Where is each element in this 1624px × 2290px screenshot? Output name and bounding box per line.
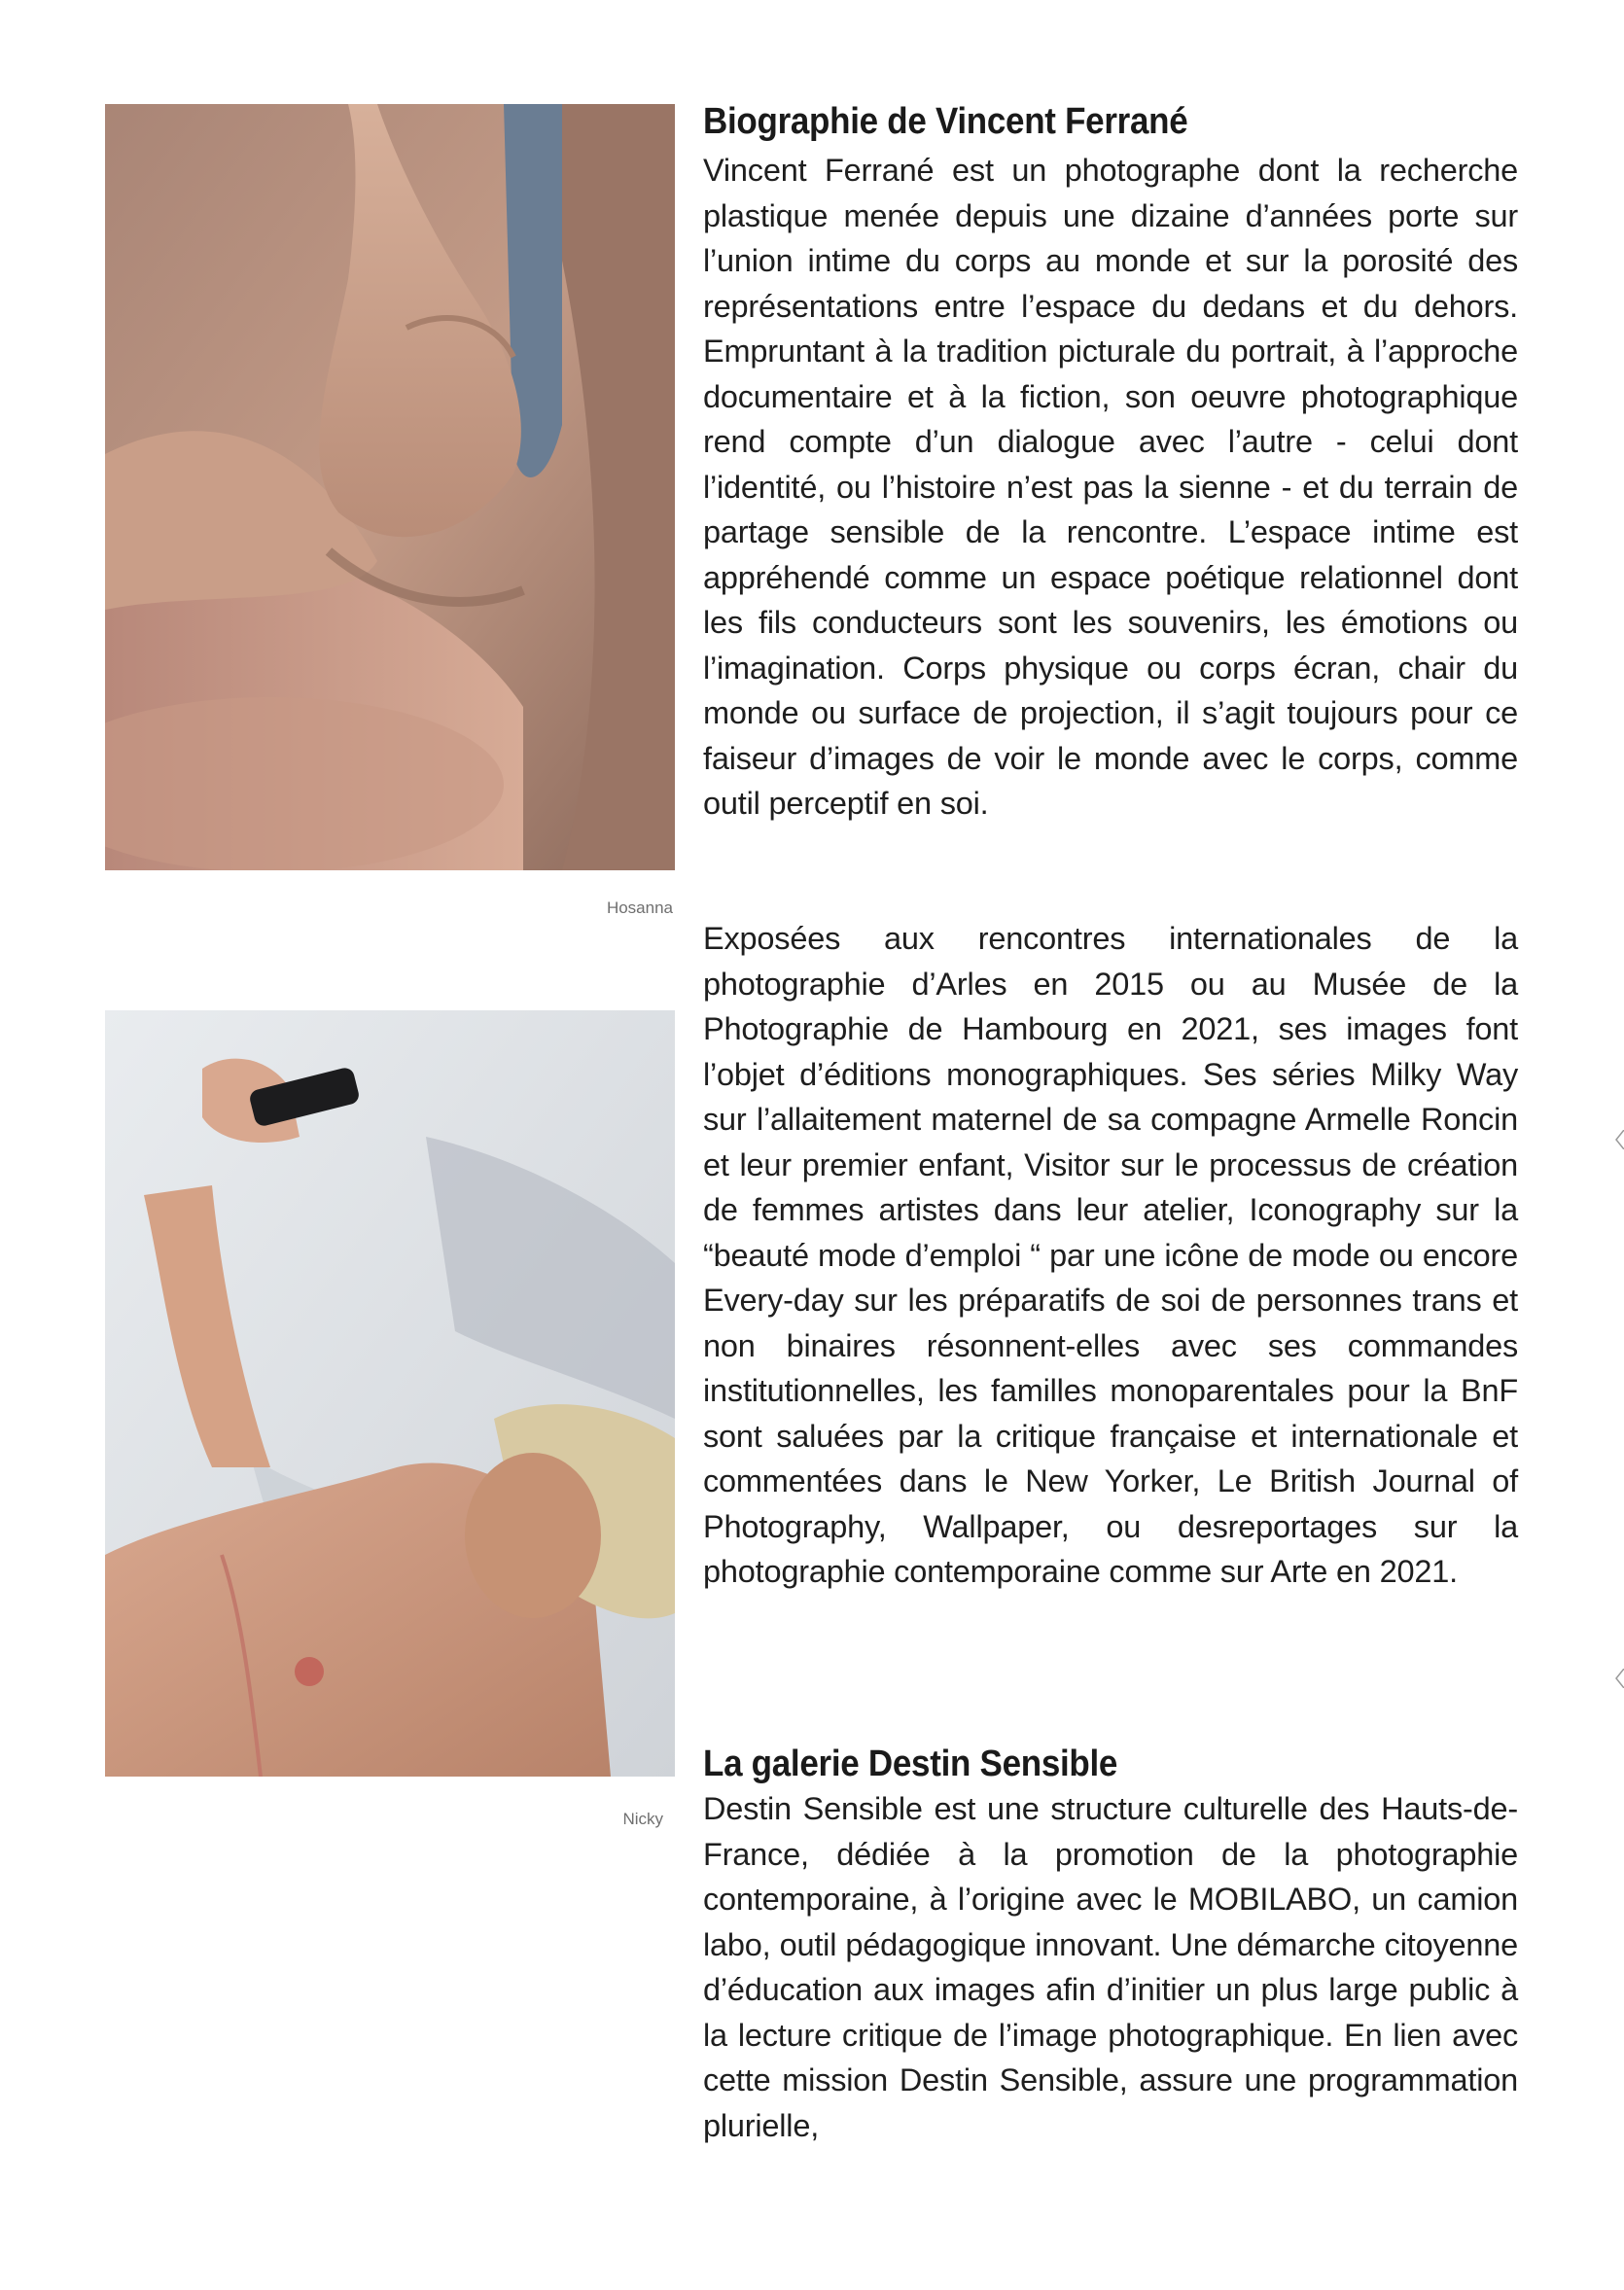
- biography-paragraph: Vincent Ferrané est un photographe dont la recherche plastique menée depuis une dizaine d’années porte sur l’union intime du corps au monde et sur la porosité des représentations entre l’espace du dedans et du dehors. Empruntant à la tradition picturale du portrait, à l’approche documentaire et à la fiction, son oeuvre photographique rend compte d’un dialogue avec l’autre - celui dont l’identité, ou l’histoire n’est pas la sienne - et du terrain de partage sensible de la rencontre. L’espace intime est appréhendé comme un espace poétique relationnel dont les fils conducteurs sont les souvenirs, les émotions ou l’imagination. Corps physique ou corps écran, chair du monde ou surface de projection, il s’agit toujours pour ce faiseur d’images de voir le monde avec le corps, comme outil perceptif en soi.: [703, 153, 1518, 821]
- page-edge-mark: [1614, 1130, 1624, 1149]
- page-edge-mark: [1614, 1669, 1624, 1688]
- exhibitions-paragraph: Exposées aux rencontres internationales de la photographie d’Arles en 2015 ou au Musée de la Photographie de Hambourg en 2021, ses images font l’objet d’éditions monographiques. Ses séries Milky Way sur l’allaitement maternel de sa compagne Armelle Roncin et leur premier enfant, Visitor sur le processus de création de femmes artistes dans leur atelier, Iconography sur la “beauté mode d’emploi “ par une icône de mode ou encore Every-day sur les préparatifs de soi de personnes trans et non binaires résonnent-elles avec ses commandes institutionnelles, les familles monoparentales pour la BnF sont saluées par la critique française et internationale et commentées dans le New Yorker, Le British Journal of Photography, Wallpaper, ou desreportages sur la photographie contemporaine comme sur Arte en 2021.: [703, 921, 1518, 1589]
- photo-caption-nicky: Nicky: [622, 1810, 663, 1828]
- photo-hosanna-image: [105, 104, 675, 870]
- section-title-biography: Biographie de Vincent Ferrané: [703, 101, 1188, 142]
- section-biography: [703, 99, 1518, 827]
- photo-nicky-image: [105, 1010, 675, 1777]
- section-title-gallery: La galerie Destin Sensible: [703, 1744, 1118, 1784]
- section-exhibitions: [703, 916, 1518, 1595]
- section-gallery: [703, 1742, 1518, 2148]
- gallery-paragraph: Destin Sensible est une structure culturelle des Hauts-de-France, dédiée à la promotion de la photographie contemporaine, à l’origine avec le MOBILABO, un camion labo, outil pédagogique innovant. Une démarche citoyenne d’éducation aux images afin d’initier un plus large public à la lecture critique de l’image photographique. En lien avec cette mission Destin Sensible, assure une programmation plurielle,: [703, 1791, 1518, 2143]
- photo-hosanna: [105, 104, 675, 870]
- photo-nicky: [105, 1010, 675, 1777]
- photo-caption-hosanna: Hosanna: [606, 898, 673, 917]
